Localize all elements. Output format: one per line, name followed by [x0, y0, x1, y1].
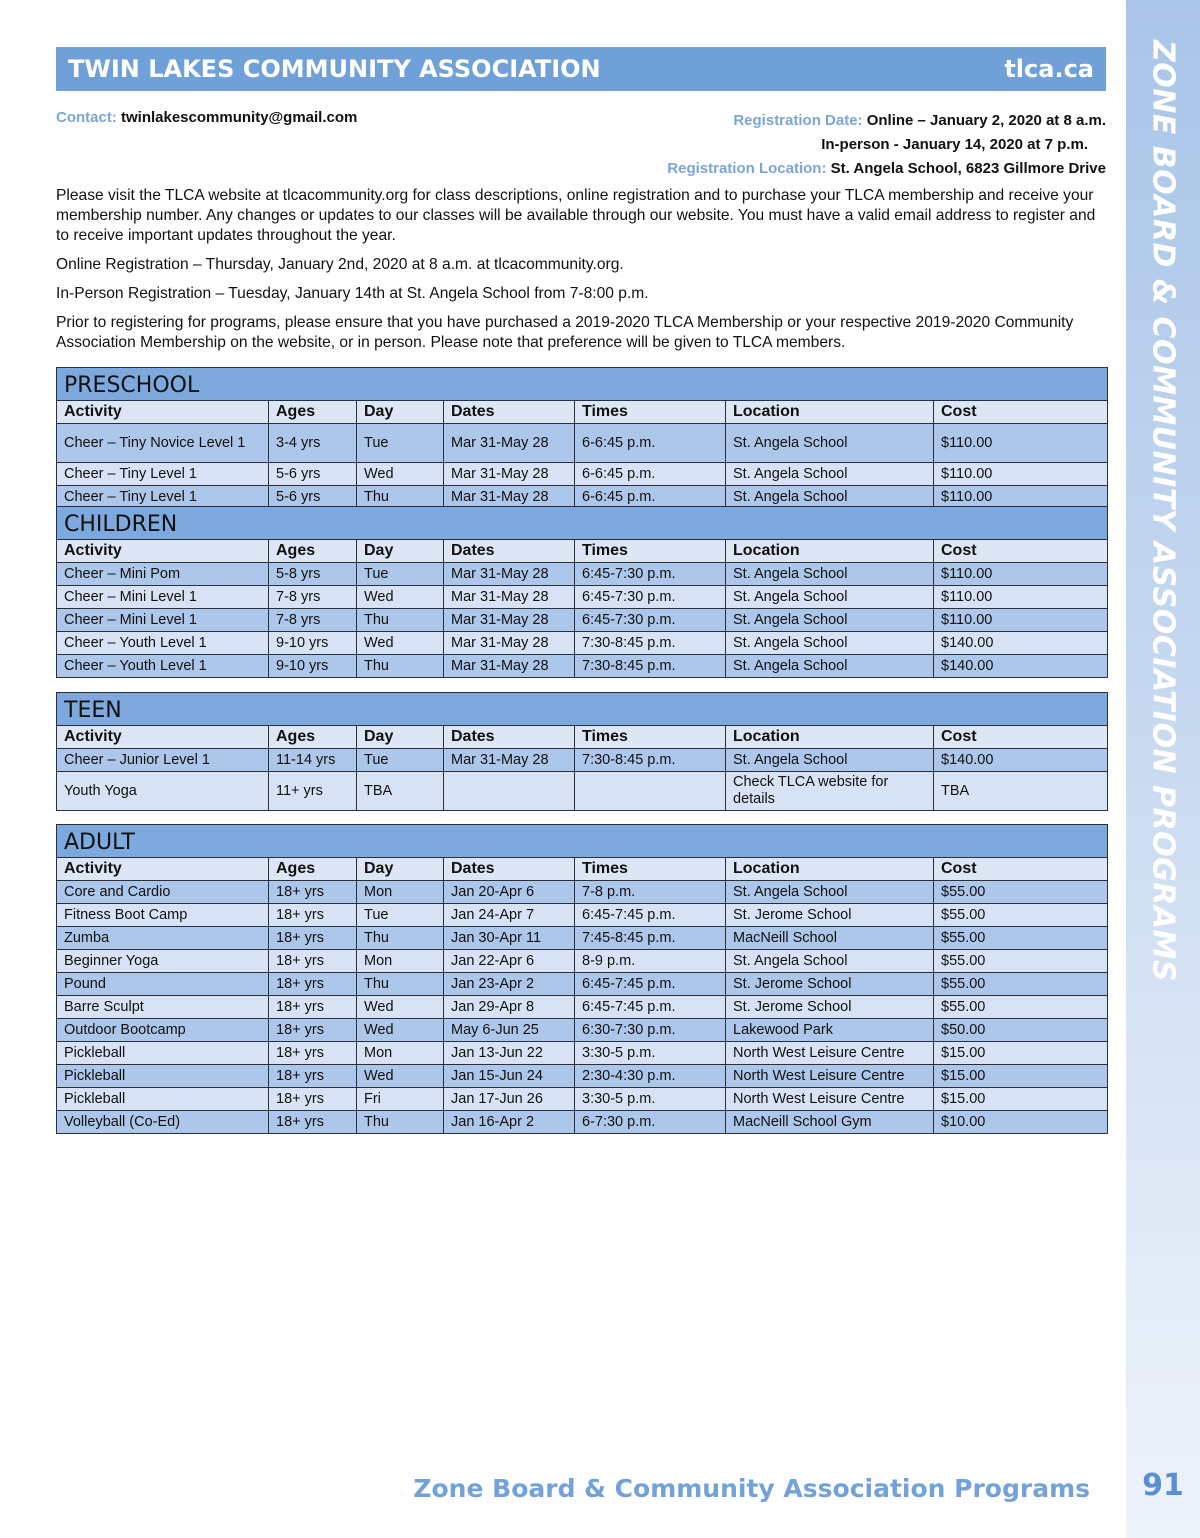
column-header: Day	[357, 858, 444, 881]
table-cell: Mon	[357, 881, 444, 904]
table-cell: Thu	[357, 609, 444, 632]
table-cell: Check TLCA website for details	[726, 772, 934, 811]
table-cell: St. Angela School	[726, 424, 934, 463]
column-header: Cost	[934, 540, 1108, 563]
table-cell: 18+ yrs	[269, 973, 357, 996]
program-table-preschool	[56, 367, 1108, 509]
table-cell: Jan 29-Apr 8	[444, 996, 575, 1019]
table-cell: St. Angela School	[726, 563, 934, 586]
table-cell: Core and Cardio	[57, 881, 269, 904]
column-header: Times	[575, 540, 726, 563]
table-cell: $55.00	[934, 904, 1108, 927]
column-header: Times	[575, 858, 726, 881]
table-cell: Zumba	[57, 927, 269, 950]
intro-paragraph: Prior to registering for programs, please ensure that you have purchased a 2019-2020 TLCA Membership or your respective 2019-2020 Community Association Membership on the website, or in person. Please note that preference will be given to TLCA members.	[56, 314, 1074, 351]
table-cell: $15.00	[934, 1065, 1108, 1088]
table-cell: Thu	[357, 486, 444, 509]
table-cell: Cheer – Mini Level 1	[57, 609, 269, 632]
table-cell: Jan 15-Jun 24	[444, 1065, 575, 1088]
table-cell: Wed	[357, 996, 444, 1019]
table-cell: Lakewood Park	[726, 1019, 934, 1042]
column-header: Ages	[269, 726, 357, 749]
table-cell: Thu	[357, 1111, 444, 1134]
section-title: CHILDREN	[57, 507, 1108, 540]
table-cell: May 6-Jun 25	[444, 1019, 575, 1042]
table-cell: 7:30-8:45 p.m.	[575, 655, 726, 678]
table-row	[57, 1088, 1108, 1111]
table-cell: Volleyball (Co-Ed)	[57, 1111, 269, 1134]
table-cell: 6:45-7:30 p.m.	[575, 586, 726, 609]
table-cell: $110.00	[934, 609, 1108, 632]
association-title: TWIN LAKES COMMUNITY ASSOCIATION	[68, 55, 601, 83]
table-cell: 18+ yrs	[269, 950, 357, 973]
column-header: Activity	[57, 726, 269, 749]
registration-info	[667, 109, 1106, 181]
table-cell: 18+ yrs	[269, 1042, 357, 1065]
table-row	[57, 772, 1108, 811]
table-cell: St. Angela School	[726, 586, 934, 609]
table-cell: St. Angela School	[726, 463, 934, 486]
table-cell: 7:30-8:45 p.m.	[575, 749, 726, 772]
column-header: Cost	[934, 726, 1108, 749]
column-header: Ages	[269, 858, 357, 881]
table-cell: 18+ yrs	[269, 904, 357, 927]
table-cell: St. Angela School	[726, 950, 934, 973]
table-cell: Thu	[357, 927, 444, 950]
table-cell: Mar 31-May 28	[444, 586, 575, 609]
table-cell: Outdoor Bootcamp	[57, 1019, 269, 1042]
table-cell: Mar 31-May 28	[444, 486, 575, 509]
table-cell: North West Leisure Centre	[726, 1088, 934, 1111]
table-cell: Fitness Boot Camp	[57, 904, 269, 927]
table-row	[57, 904, 1108, 927]
program-table-children	[56, 506, 1108, 678]
table-cell: St. Angela School	[726, 749, 934, 772]
table-cell: Tue	[357, 904, 444, 927]
registration-location: St. Angela School, 6823 Gillmore Drive	[830, 160, 1106, 177]
column-header: Day	[357, 401, 444, 424]
table-cell: MacNeill School	[726, 927, 934, 950]
table-cell: 6-6:45 p.m.	[575, 486, 726, 509]
table-cell: $15.00	[934, 1042, 1108, 1065]
section-title: PRESCHOOL	[57, 368, 1108, 401]
table-cell: St. Angela School	[726, 486, 934, 509]
table-cell: $55.00	[934, 881, 1108, 904]
table-cell: 7-8 yrs	[269, 586, 357, 609]
section-title: TEEN	[57, 693, 1108, 726]
table-cell: 11-14 yrs	[269, 749, 357, 772]
table-cell: $50.00	[934, 1019, 1108, 1042]
table-cell: Mar 31-May 28	[444, 424, 575, 463]
table-cell: Wed	[357, 1065, 444, 1088]
column-header: Cost	[934, 401, 1108, 424]
table-cell: Jan 30-Apr 11	[444, 927, 575, 950]
table-cell: North West Leisure Centre	[726, 1065, 934, 1088]
table-row	[57, 563, 1108, 586]
table-cell: Jan 13-Jun 22	[444, 1042, 575, 1065]
table-cell: 18+ yrs	[269, 1111, 357, 1134]
table-cell: Beginner Yoga	[57, 950, 269, 973]
page-number: 91	[1142, 1468, 1184, 1503]
column-header: Day	[357, 540, 444, 563]
table-cell: 6-6:45 p.m.	[575, 424, 726, 463]
table-cell: 18+ yrs	[269, 881, 357, 904]
table-cell: Mar 31-May 28	[444, 655, 575, 678]
column-header: Day	[357, 726, 444, 749]
registration-online: Online – January 2, 2020 at 8 a.m.	[866, 112, 1106, 129]
table-cell: 7:45-8:45 p.m.	[575, 927, 726, 950]
table-row	[57, 655, 1108, 678]
table-cell: Jan 22-Apr 6	[444, 950, 575, 973]
table-cell: 8-9 p.m.	[575, 950, 726, 973]
table-cell: 9-10 yrs	[269, 632, 357, 655]
table-cell: Tue	[357, 563, 444, 586]
table-cell: $110.00	[934, 563, 1108, 586]
table-row	[57, 424, 1108, 463]
column-header: Dates	[444, 401, 575, 424]
intro-paragraph: Online Registration – Thursday, January 2nd, 2020 at 8 a.m. at tlcacommunity.org.	[56, 256, 624, 273]
table-cell: Pickleball	[57, 1088, 269, 1111]
table-cell: $55.00	[934, 996, 1108, 1019]
table-cell: 6:45-7:45 p.m.	[575, 904, 726, 927]
table-cell: Wed	[357, 463, 444, 486]
table-cell: Mar 31-May 28	[444, 632, 575, 655]
table-cell: 18+ yrs	[269, 996, 357, 1019]
column-header: Location	[726, 726, 934, 749]
registration-date-label: Registration Date:	[733, 112, 863, 129]
table-cell: Jan 23-Apr 2	[444, 973, 575, 996]
column-header: Dates	[444, 540, 575, 563]
table-row	[57, 881, 1108, 904]
table-cell: Cheer – Youth Level 1	[57, 655, 269, 678]
table-cell: St. Angela School	[726, 655, 934, 678]
table-cell: $55.00	[934, 973, 1108, 996]
table-cell: 6-7:30 p.m.	[575, 1111, 726, 1134]
column-header: Times	[575, 401, 726, 424]
table-cell: 2:30-4:30 p.m.	[575, 1065, 726, 1088]
table-cell: 11+ yrs	[269, 772, 357, 811]
table-cell: Cheer – Junior Level 1	[57, 749, 269, 772]
table-cell: Jan 16-Apr 2	[444, 1111, 575, 1134]
table-cell: $110.00	[934, 424, 1108, 463]
table-cell	[575, 772, 726, 811]
table-cell: 18+ yrs	[269, 1065, 357, 1088]
side-banner-text: ZONE BOARD & COMMUNITY ASSOCIATION PROGRAMS	[1145, 40, 1181, 982]
table-cell: $55.00	[934, 927, 1108, 950]
table-cell: Mar 31-May 28	[444, 563, 575, 586]
table-cell: 5-6 yrs	[269, 486, 357, 509]
column-header: Ages	[269, 540, 357, 563]
table-cell: St. Jerome School	[726, 996, 934, 1019]
table-cell: $140.00	[934, 749, 1108, 772]
table-cell: 3-4 yrs	[269, 424, 357, 463]
table-cell: Thu	[357, 973, 444, 996]
table-row	[57, 973, 1108, 996]
table-cell: Pickleball	[57, 1065, 269, 1088]
table-cell: Pound	[57, 973, 269, 996]
column-header: Dates	[444, 726, 575, 749]
table-row	[57, 996, 1108, 1019]
table-cell: $110.00	[934, 586, 1108, 609]
table-cell: Barre Sculpt	[57, 996, 269, 1019]
column-header: Ages	[269, 401, 357, 424]
table-cell: 18+ yrs	[269, 1088, 357, 1111]
table-cell: TBA	[357, 772, 444, 811]
table-row	[57, 1042, 1108, 1065]
table-cell: Jan 24-Apr 7	[444, 904, 575, 927]
table-cell: Cheer – Mini Level 1	[57, 586, 269, 609]
table-row	[57, 632, 1108, 655]
table-cell: Jan 17-Jun 26	[444, 1088, 575, 1111]
table-cell: Mar 31-May 28	[444, 609, 575, 632]
table-cell: Cheer – Tiny Novice Level 1	[57, 424, 269, 463]
table-row	[57, 1111, 1108, 1134]
table-row	[57, 927, 1108, 950]
table-cell: $10.00	[934, 1111, 1108, 1134]
table-cell: Pickleball	[57, 1042, 269, 1065]
column-header: Activity	[57, 858, 269, 881]
contact-email: twinlakescommunity@gmail.com	[121, 109, 358, 126]
table-cell: 6:45-7:45 p.m.	[575, 996, 726, 1019]
table-cell: St. Angela School	[726, 881, 934, 904]
table-row	[57, 749, 1108, 772]
table-cell: 6:45-7:30 p.m.	[575, 609, 726, 632]
table-cell: 6:45-7:30 p.m.	[575, 563, 726, 586]
table-cell: 3:30-5 p.m.	[575, 1042, 726, 1065]
table-cell: Cheer – Mini Pom	[57, 563, 269, 586]
table-cell: Thu	[357, 655, 444, 678]
contact-line	[56, 109, 357, 126]
table-row	[57, 1065, 1108, 1088]
table-cell: 9-10 yrs	[269, 655, 357, 678]
table-cell: Mon	[357, 1042, 444, 1065]
table-cell: TBA	[934, 772, 1108, 811]
website-label: tlca.ca	[1004, 55, 1094, 83]
table-cell: 6:30-7:30 p.m.	[575, 1019, 726, 1042]
section-title: ADULT	[57, 825, 1108, 858]
contact-label: Contact:	[56, 109, 117, 126]
table-cell: Cheer – Tiny Level 1	[57, 463, 269, 486]
table-row	[57, 586, 1108, 609]
table-cell: $15.00	[934, 1088, 1108, 1111]
table-cell: Fri	[357, 1088, 444, 1111]
table-cell: North West Leisure Centre	[726, 1042, 934, 1065]
column-header: Times	[575, 726, 726, 749]
table-row	[57, 463, 1108, 486]
table-cell: 6-6:45 p.m.	[575, 463, 726, 486]
program-table-teen	[56, 692, 1108, 811]
registration-location-label: Registration Location:	[667, 160, 827, 177]
table-cell: 5-8 yrs	[269, 563, 357, 586]
table-cell: 18+ yrs	[269, 1019, 357, 1042]
intro-text	[56, 186, 1106, 362]
table-row	[57, 609, 1108, 632]
column-header: Location	[726, 401, 934, 424]
table-cell: 5-6 yrs	[269, 463, 357, 486]
column-header: Location	[726, 540, 934, 563]
intro-paragraph: In-Person Registration – Tuesday, January 14th at St. Angela School from 7-8:00 p.m.	[56, 285, 649, 302]
table-cell: 7:30-8:45 p.m.	[575, 632, 726, 655]
table-cell: 7-8 yrs	[269, 609, 357, 632]
table-cell: Jan 20-Apr 6	[444, 881, 575, 904]
column-header: Location	[726, 858, 934, 881]
table-cell: Mar 31-May 28	[444, 463, 575, 486]
table-cell: Cheer – Tiny Level 1	[57, 486, 269, 509]
program-table-adult	[56, 824, 1108, 1134]
registration-in-person: In-person - January 14, 2020 at 7 p.m.	[821, 136, 1088, 153]
table-cell: 6:45-7:45 p.m.	[575, 973, 726, 996]
table-cell: Tue	[357, 749, 444, 772]
footer-title: Zone Board & Community Association Programs	[413, 1474, 1090, 1503]
table-cell	[444, 772, 575, 811]
table-cell: St. Jerome School	[726, 904, 934, 927]
table-cell: Wed	[357, 586, 444, 609]
column-header: Activity	[57, 401, 269, 424]
table-cell: $140.00	[934, 632, 1108, 655]
table-cell: St. Jerome School	[726, 973, 934, 996]
table-cell: Youth Yoga	[57, 772, 269, 811]
column-header: Activity	[57, 540, 269, 563]
table-cell: 7-8 p.m.	[575, 881, 726, 904]
table-cell: Mon	[357, 950, 444, 973]
table-cell: St. Angela School	[726, 632, 934, 655]
column-header: Dates	[444, 858, 575, 881]
association-header	[56, 47, 1106, 91]
table-cell: MacNeill School Gym	[726, 1111, 934, 1134]
table-row	[57, 1019, 1108, 1042]
table-cell: $110.00	[934, 463, 1108, 486]
table-cell: $110.00	[934, 486, 1108, 509]
intro-paragraph: Please visit the TLCA website at tlcacommunity.org for class descriptions, online registration and to purchase your TLCA membership and receive your membership number. Any changes or updates to our classes will be available through our website. You must have a valid email address to register and to receive important updates throughout the year.	[56, 187, 1096, 244]
table-cell: 3:30-5 p.m.	[575, 1088, 726, 1111]
table-cell: Mar 31-May 28	[444, 749, 575, 772]
table-cell: $55.00	[934, 950, 1108, 973]
table-cell: $140.00	[934, 655, 1108, 678]
table-cell: 18+ yrs	[269, 927, 357, 950]
table-cell: Cheer – Youth Level 1	[57, 632, 269, 655]
table-cell: St. Angela School	[726, 609, 934, 632]
table-cell: Wed	[357, 1019, 444, 1042]
table-cell: Wed	[357, 632, 444, 655]
table-cell: Tue	[357, 424, 444, 463]
table-row	[57, 950, 1108, 973]
column-header: Cost	[934, 858, 1108, 881]
